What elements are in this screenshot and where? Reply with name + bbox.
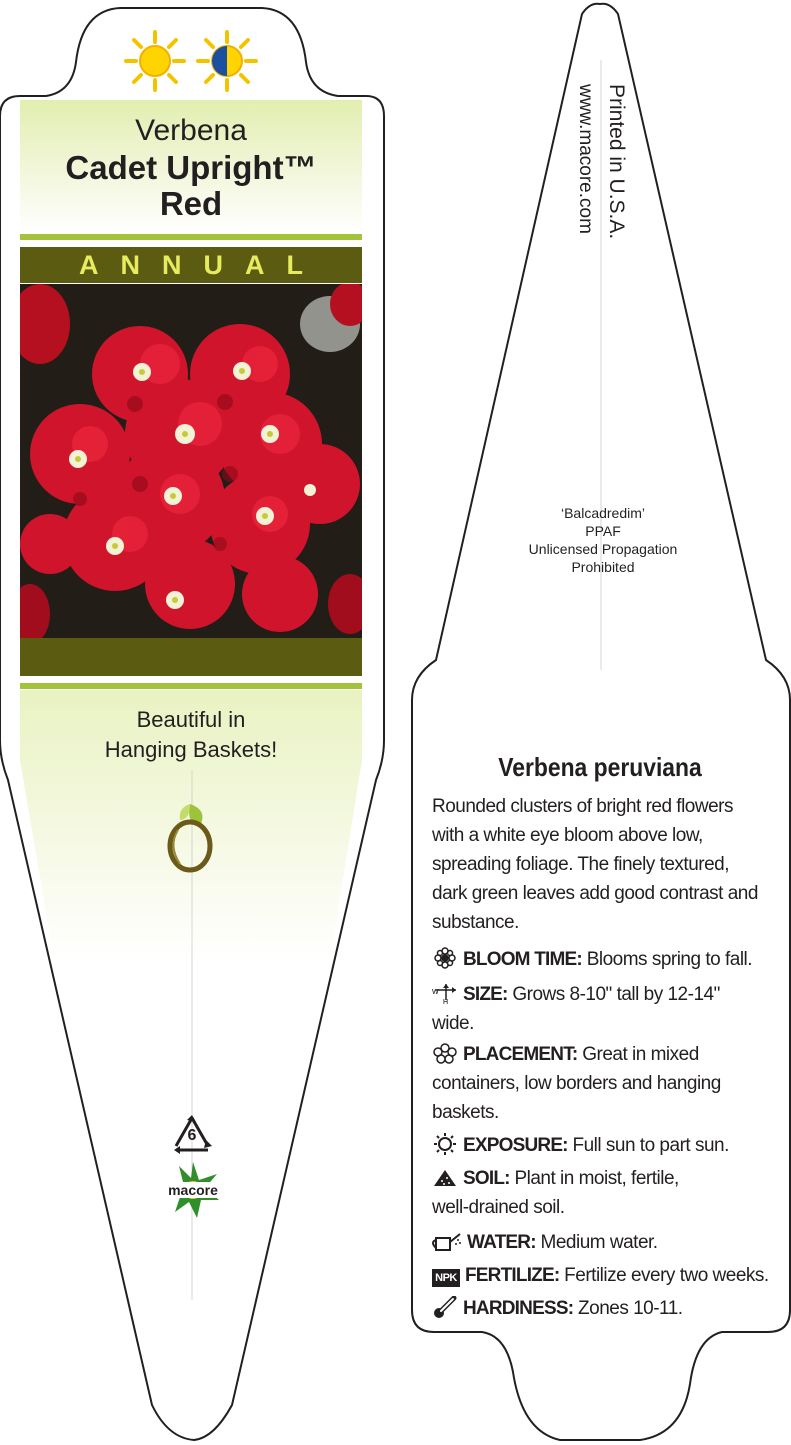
brand-name: macore [158,1182,228,1198]
svg-text:H: H [443,999,448,1004]
full-sun-icon [124,30,186,92]
soil-icon [432,1166,458,1188]
placement-row-cont1: containers, low borders and hanging [432,1073,721,1094]
scientific-name: Verbena peruviana [498,752,702,782]
size-icon [432,982,458,1004]
propagation-prohibited: Prohibited [571,559,635,575]
water-row: WATER: Medium water. [432,1228,776,1257]
exposure-row: EXPOSURE: Full sun to part sun. [432,1131,776,1160]
size-row-cont: wide. [432,1013,474,1034]
fertilize-row: NPK FERTILIZE: Fertilize every two weeks. [432,1261,776,1290]
flower-photo [20,284,362,638]
bloom-time-row: BLOOM TIME: Blooms spring to fall. [432,945,776,974]
placement-icon [432,1042,458,1064]
plant-description: Rounded clusters of bright red flowers with a white eye bloom above low, spreading foliage. The finely textured, dark green leaves add good contrast and substance. [432,796,758,933]
thermometer-icon [432,1296,458,1318]
tagline-line2: Hanging Baskets! [104,737,278,762]
divider-line [20,234,362,240]
propagation-notice: Unlicensed Propagation [528,541,678,557]
npk-icon: NPK [432,1269,460,1287]
soil-row: SOIL: Plant in moist, fertile, [432,1164,776,1193]
plant-genus: Verbena [135,114,247,147]
tagline-line1: Beautiful in [136,707,246,732]
sun-icon [432,1133,458,1155]
soil-row-cont: well-drained soil. [432,1197,565,1218]
svg-text:W: W [432,989,439,996]
cultivar-name: ‘Balcadredim’ [560,505,646,521]
hardiness-row: HARDINESS: Zones 10-11. [432,1294,776,1323]
patent-status: PPAF [585,523,621,539]
leaf-logo-icon [160,800,220,874]
bloom-icon [432,947,458,969]
watering-can-icon [432,1230,462,1252]
website: www.macore.com [575,84,596,234]
plant-color: Red [159,185,223,222]
category-banner: ANNUAL [20,247,362,283]
size-row: W H SIZE: Grows 8-10" tall by 12-14" [432,984,720,1005]
photo-bottom-bar [20,638,362,676]
part-sun-icon [196,30,258,92]
back-tag-outline [600,0,790,4]
plant-variety: Cadet Upright™ [65,149,317,186]
printed-in: Printed in U.S.A. [605,84,628,240]
placement-row: PLACEMENT: Great in mixed [432,1040,776,1069]
placement-row-cont2: baskets. [432,1102,499,1123]
divider-line-bottom [20,683,362,689]
recycle-number: 6 [187,1127,197,1144]
